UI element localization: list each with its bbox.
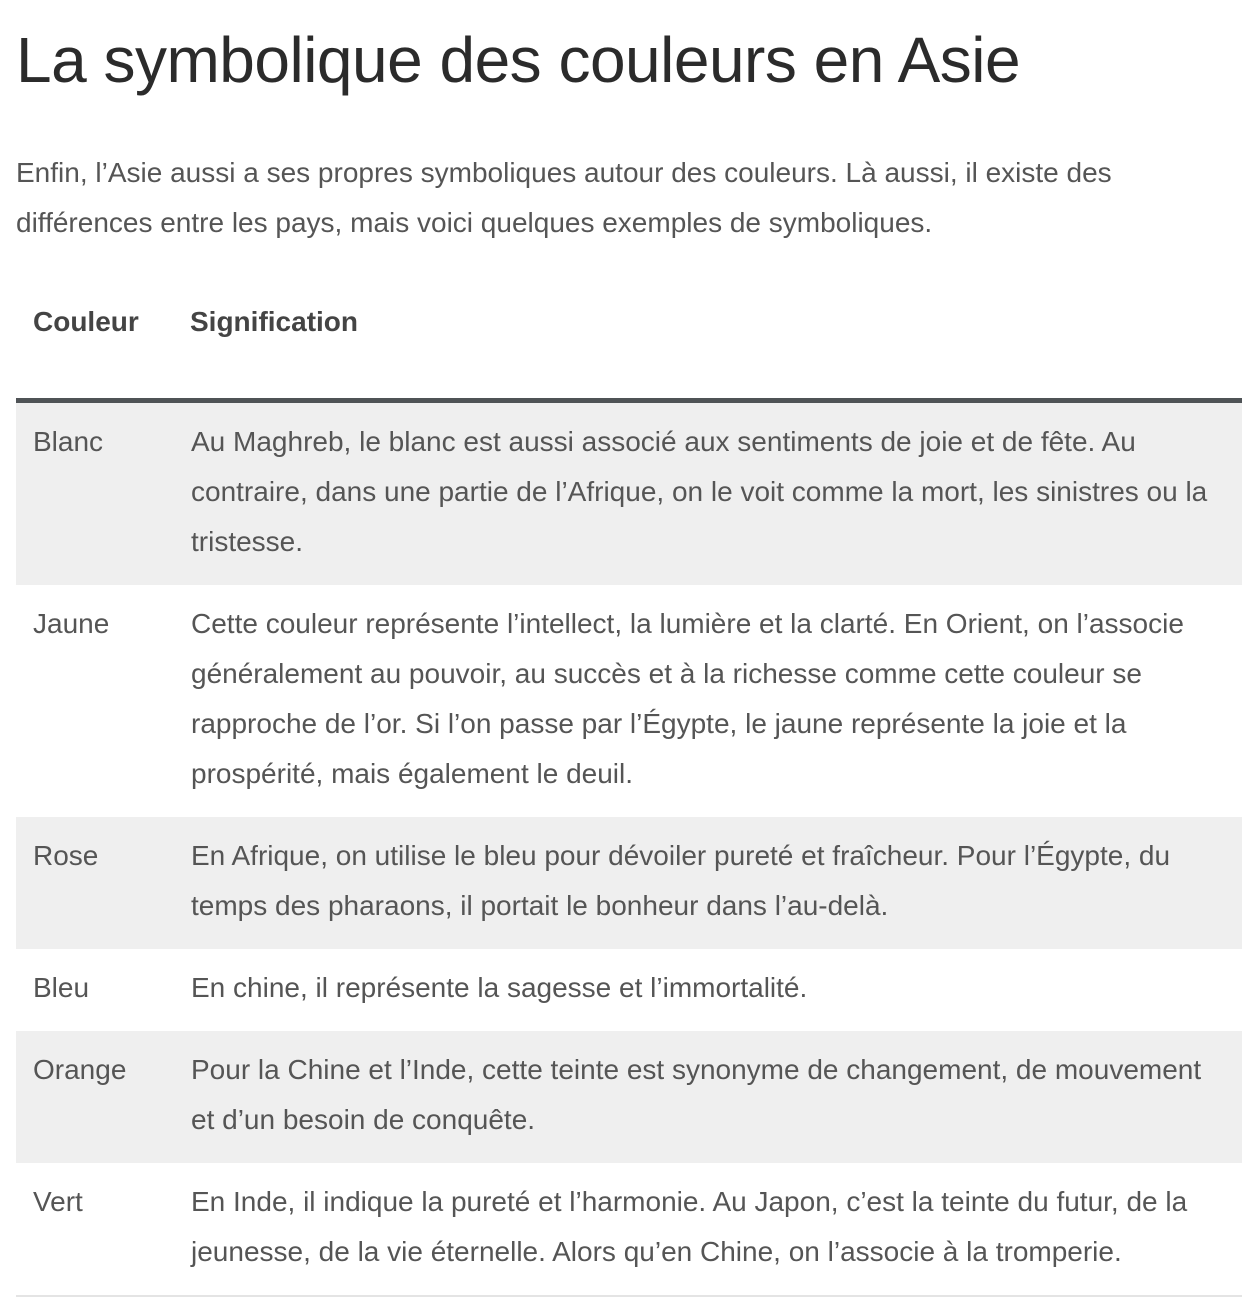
row-color: Rose (33, 840, 99, 871)
intro-line-1: Enfin, l’Asie aussi a ses propres symboliques autour des couleurs. Là aussi, il existe des (16, 157, 1112, 188)
intro-line-2: différences entre les pays, mais voici quelques exemples de symboliques. (16, 207, 933, 238)
header-meaning: Signification (190, 294, 1242, 401)
table-row (16, 817, 1242, 949)
row-meaning: En chine, il représente la sagesse et l’immortalité. (191, 972, 808, 1003)
page-title: La symbolique des couleurs en Asie (16, 24, 1021, 96)
row-meaning: En Inde, il indique la pureté et l’harmonie. Au Japon, c’est la teinte du futur, de la jeunesse, de la vie éternelle. Alors qu’en Chine, on l’associe à la tromperie. (190, 1163, 1242, 1296)
header-color: Couleur (16, 294, 190, 401)
table-row (16, 1031, 1242, 1163)
row-color: Orange (33, 1054, 127, 1085)
color-symbolism-table (16, 294, 1242, 1297)
row-color: Jaune (33, 608, 110, 639)
table-row (16, 401, 1242, 586)
table-row (16, 585, 1242, 817)
table-header-row (16, 294, 1242, 401)
row-meaning: En Afrique, on utilise le bleu pour dévoiler pureté et fraîcheur. Pour l’Égypte, du temps des pharaons, il portait le bonheur dans l’au-delà. (191, 840, 1171, 921)
row-color: Blanc (33, 426, 104, 457)
intro-paragraph (16, 148, 1242, 248)
row-meaning: Au Maghreb, le blanc est aussi associé aux sentiments de joie et de fête. Au contraire, dans une partie de l’Afrique, on le voit comme la mort, les sinistres ou la tristesse. (191, 426, 1208, 557)
table-row (16, 949, 1242, 1031)
row-color: Vert (16, 1163, 190, 1296)
row-meaning: Cette couleur représente l’intellect, la lumière et la clarté. En Orient, on l’associe généralement au pouvoir, au succès et à la richesse comme cette couleur se rapproche de l’or. Si l’on passe par l’Égypte, le jaune représente la joie et la prospérité, mais également le deuil. (191, 608, 1184, 789)
row-color: Bleu (33, 972, 90, 1003)
table-row (16, 1163, 1242, 1296)
row-meaning: Pour la Chine et l’Inde, cette teinte est synonyme de changement, de mouvement et d’un besoin de conquête. (191, 1054, 1202, 1135)
